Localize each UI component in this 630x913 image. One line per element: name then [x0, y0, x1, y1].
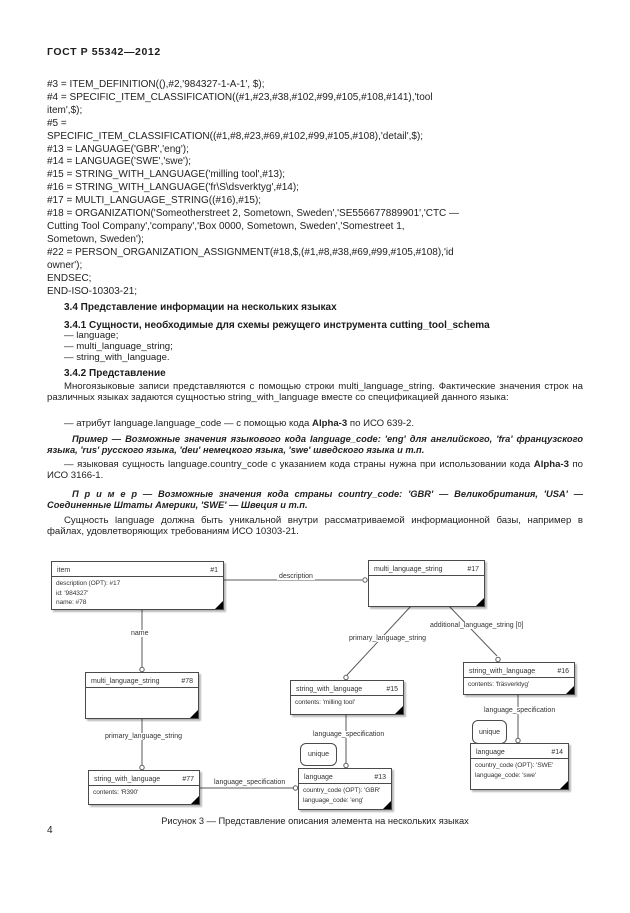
code-line: #22 = PERSON_ORGANIZATION_ASSIGNMENT(#18,$,(#1,#8,#38,#69,#99,#105,#108),'id	[47, 246, 454, 258]
corner-fold-marker-icon	[476, 598, 484, 606]
section-heading-3-4-1: 3.4.1 Сущности, необходимые для схемы режущего инструмента cutting_tool_schema	[64, 320, 490, 331]
entity-attr: id: '984327'	[56, 589, 89, 597]
entity-header	[291, 681, 403, 696]
entity-attr: country_code (OPT): 'SWE'	[475, 762, 554, 769]
code-line: #5 =	[47, 117, 67, 129]
entity-title: string_with_language	[469, 668, 536, 675]
entity-list	[64, 331, 173, 363]
figure-diagram	[45, 555, 580, 817]
entity-attrs	[52, 577, 223, 608]
entity-attr: contents: 'R390'	[93, 789, 139, 796]
country-list-item	[47, 460, 583, 482]
edge-label-primary-language-string-left: primary_language_string	[105, 733, 183, 740]
entity-number: #14	[551, 749, 563, 756]
code-line: #15 = STRING_WITH_LANGUAGE('milling tool',#13);	[47, 169, 286, 181]
entity-title: string_with_language	[94, 776, 161, 783]
entity-title: language	[476, 749, 505, 756]
entity-number: #78	[181, 678, 193, 685]
entity-box-language-14	[470, 743, 569, 790]
entity-number: #17	[467, 566, 479, 573]
edge-label-name: name	[131, 630, 149, 637]
paragraph-representation: Многоязыковые записи представляются с помощью строки multi_language_string. Фактические значения строк на различных языках задаются сущностью string_with_language вместе со спецификацией данного языка:	[47, 381, 583, 403]
code-line: Cutting Tool Company','company','Box 0000, Sometown, Sweden','Somestreet 1,	[47, 220, 405, 232]
country-text-bold: Alpha-3	[533, 459, 569, 470]
attr-list-item	[47, 419, 583, 430]
unique-box-center	[300, 743, 337, 766]
list-item: — multi_language_string;	[64, 340, 173, 352]
entity-attrs	[89, 786, 199, 798]
attr-text-before: — атрибут language.language_code — с помощью кода	[64, 418, 313, 429]
entity-attrs	[291, 696, 403, 708]
code-line: #16 = STRING_WITH_LANGUAGE('fr\S\dsverktyg',#14);	[47, 182, 299, 194]
unique-label: unique	[478, 728, 501, 736]
corner-fold-marker-icon	[566, 686, 574, 694]
code-line: #4 = SPECIFIC_ITEM_CLASSIFICATION((#1,#23,#38,#102,#99,#105,#108,#141),'tool	[47, 91, 433, 103]
list-item: — language;	[64, 330, 119, 341]
entity-box-item	[51, 561, 224, 610]
entity-number: #77	[182, 776, 194, 783]
entity-attrs	[471, 759, 568, 780]
corner-fold-marker-icon	[383, 801, 391, 809]
entity-box-string-with-language-15	[290, 680, 404, 715]
corner-fold-marker-icon	[190, 710, 198, 718]
corner-fold-marker-icon	[395, 706, 403, 714]
code-line: #17 = MULTI_LANGUAGE_STRING((#16),#15);	[47, 195, 262, 207]
corner-fold-marker-icon	[191, 796, 199, 804]
attr-text-after: по ИСО 639-2.	[347, 418, 415, 429]
code-line: #14 = LANGUAGE('SWE','swe');	[47, 156, 192, 168]
entity-attr: contents: 'milling tool'	[295, 699, 355, 706]
entity-box-multi-language-string-78	[85, 672, 199, 719]
entity-header	[89, 771, 199, 786]
code-line: ENDSEC;	[47, 272, 92, 284]
paragraph-uniqueness: Сущность language должна быть уникальной внутри рассматриваемой информационной базы, например в файлах, удовлетворяющих требованиям ИСО 10303-21.	[47, 515, 583, 537]
code-line: SPECIFIC_ITEM_CLASSIFICATION((#1,#8,#23,#69,#102,#99,#105,#108),'detail',$);	[47, 130, 424, 142]
entity-attr: description (OPT): #17	[56, 580, 121, 587]
code-line: Sometown, Sweden');	[47, 233, 144, 245]
edge-label-additional-language-string: additional_language_string [0]	[430, 622, 524, 629]
edge-label-language-specification-right: language_specification	[484, 707, 556, 714]
entity-title: string_with_language	[296, 686, 363, 693]
code-line: #18 = ORGANIZATION('Someotherstreet 2, Sometown, Sweden','SE556677889901','CTC —	[47, 208, 460, 220]
edge-label-language-specification-left: language_specification	[214, 779, 286, 786]
entity-attr: country_code (OPT): 'GBR'	[303, 787, 381, 794]
entity-number: #15	[386, 686, 398, 693]
country-text-after: по ИСО 3166-1.	[47, 459, 583, 481]
section-heading-3-4: 3.4 Представление информации на нескольких языках	[64, 302, 337, 313]
entity-box-string-with-language-77	[88, 770, 200, 805]
entity-header	[299, 769, 391, 784]
entity-title: item	[57, 567, 71, 574]
example-country-code: П р и м е р — Возможные значения кода страны country_code: 'GBR' — Великобритания, 'USA' — Соединенные Штаты Америки, 'SWE' — Швеция и т.п.	[47, 489, 583, 510]
edge-label-primary-language-string-center: primary_language_string	[349, 635, 427, 642]
code-line: END-ISO-10303-21;	[47, 285, 138, 297]
entity-header	[52, 562, 223, 577]
entity-attrs	[464, 678, 574, 690]
entity-header	[369, 561, 484, 576]
code-line: #3 = ITEM_DEFINITION((),#2,'984327-1-A-1', $);	[47, 79, 265, 90]
entity-header	[464, 663, 574, 678]
edge-label-language-specification-center: language_specification	[313, 731, 385, 738]
code-line: owner');	[47, 259, 83, 271]
entity-number: #16	[557, 668, 569, 675]
page-header: ГОСТ Р 55342—2012	[47, 46, 161, 58]
list-item: — string_with_language.	[64, 351, 170, 363]
entity-attr: language_code: 'eng'	[303, 796, 364, 804]
entity-header	[86, 673, 198, 688]
entity-title: multi_language_string	[374, 566, 443, 573]
code-line: #13 = LANGUAGE('GBR','eng');	[47, 143, 189, 155]
entity-title: multi_language_string	[91, 678, 160, 685]
country-text-before: — языковая сущность language.country_code с указанием кода страны нужна при использовании кода	[64, 459, 534, 470]
code-line: item',$);	[47, 104, 83, 116]
example-language-code: Пример — Возможные значения языкового кода language_code: 'eng' для английского, 'fra' французского языка, 'rus' русского языка, 'deu' немецкого языка, 'swe' шведского языка и т.п.	[47, 434, 583, 455]
entity-box-language-13	[298, 768, 392, 810]
entity-attr: contents: 'fräsverktyg'	[468, 681, 530, 688]
unique-box-right	[472, 720, 507, 744]
entity-attr: name: #78	[56, 599, 87, 606]
entity-attrs	[299, 784, 391, 805]
entity-number: #1	[210, 567, 218, 574]
figure-caption: Рисунок 3 — Представление описания элемента на нескольких языках	[161, 816, 469, 826]
entity-header	[471, 744, 568, 759]
attr-text-bold: Alpha-3	[312, 418, 348, 429]
entity-attr: language_code: 'swe'	[475, 771, 537, 779]
entity-box-string-with-language-16	[463, 662, 575, 695]
corner-fold-marker-icon	[215, 601, 223, 609]
entity-title: language	[304, 774, 333, 781]
entity-box-multi-language-string-17	[368, 560, 485, 607]
unique-label: unique	[307, 751, 330, 758]
edge-label-description: description	[279, 573, 313, 580]
section-heading-3-4-2: 3.4.2 Представление	[64, 368, 166, 379]
code-listing	[47, 79, 587, 298]
page-number: 4	[47, 825, 53, 836]
entity-number: #13	[374, 774, 386, 781]
corner-fold-marker-icon	[560, 781, 568, 789]
